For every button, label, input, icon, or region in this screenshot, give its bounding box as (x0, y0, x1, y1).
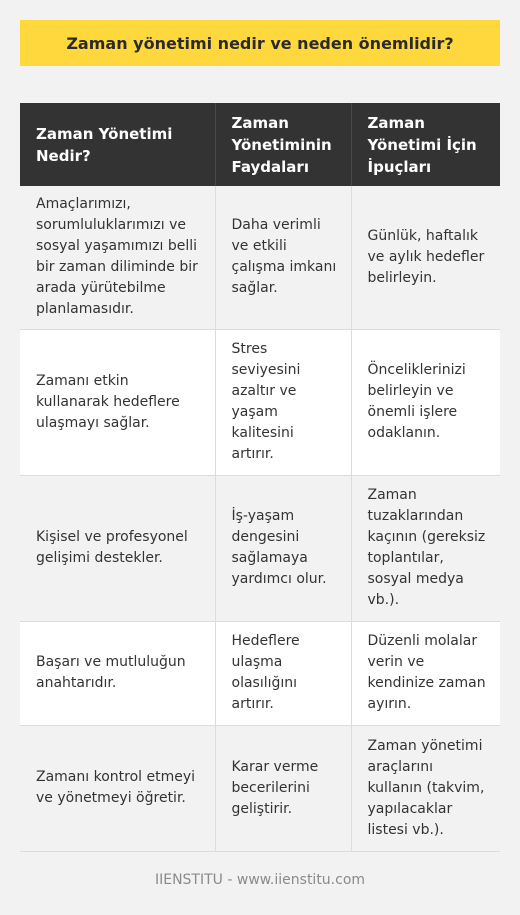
info-table (20, 103, 500, 852)
table-cell: Kişisel ve profesyonel gelişimi destekler. (20, 475, 215, 621)
table-cell: Günlük, haftalık ve aylık hedefler belirleyin. (351, 186, 500, 329)
table-row (20, 186, 500, 329)
table-cell: Başarı ve mutluluğun anahtarıdır. (20, 621, 215, 725)
table-cell: Zamanı kontrol etmeyi ve yönetmeyi öğretir. (20, 725, 215, 851)
info-table-container (20, 103, 500, 852)
table-cell: Daha verimli ve etkili çalışma imkanı sağlar. (215, 186, 351, 329)
table-cell: Önceliklerinizi belirleyin ve önemli işlere odaklanın. (351, 329, 500, 475)
table-cell: İş-yaşam dengesini sağlamaya yardımcı olur. (215, 475, 351, 621)
table-cell: Düzenli molalar verin ve kendinize zaman ayırın. (351, 621, 500, 725)
table-row (20, 475, 500, 621)
table-cell: Amaçlarımızı, sorumluluklarımızı ve sosyal yaşamımızı belli bir zaman diliminde bir arada yürütebilme planlamasıdır. (20, 186, 215, 329)
table-row (20, 329, 500, 475)
page-title-banner (20, 20, 500, 66)
column-header-definition: Zaman Yönetimi Nedir? (20, 103, 215, 186)
column-header-benefits: Zaman Yönetiminin Faydaları (215, 103, 351, 186)
table-cell: Hedeflere ulaşma olasılığını artırır. (215, 621, 351, 725)
table-cell: Stres seviyesini azaltır ve yaşam kalitesini artırır. (215, 329, 351, 475)
table-row (20, 725, 500, 851)
table-cell: Zamanı etkin kullanarak hedeflere ulaşmayı sağlar. (20, 329, 215, 475)
table-cell: Karar verme becerilerini geliştirir. (215, 725, 351, 851)
table-cell: Zaman tuzaklarından kaçının (gereksiz toplantılar, sosyal medya vb.). (351, 475, 500, 621)
page-title: Zaman yönetimi nedir ve neden önemlidir? (66, 33, 454, 53)
column-header-tips: Zaman Yönetimi İçin İpuçları (351, 103, 500, 186)
table-row (20, 621, 500, 725)
footer-credit: IIENSTITU - www.iienstitu.com (154, 872, 366, 888)
table-header-row (20, 103, 500, 186)
table-cell: Zaman yönetimi araçlarını kullanın (takvim, yapılacaklar listesi vb.). (351, 725, 500, 851)
